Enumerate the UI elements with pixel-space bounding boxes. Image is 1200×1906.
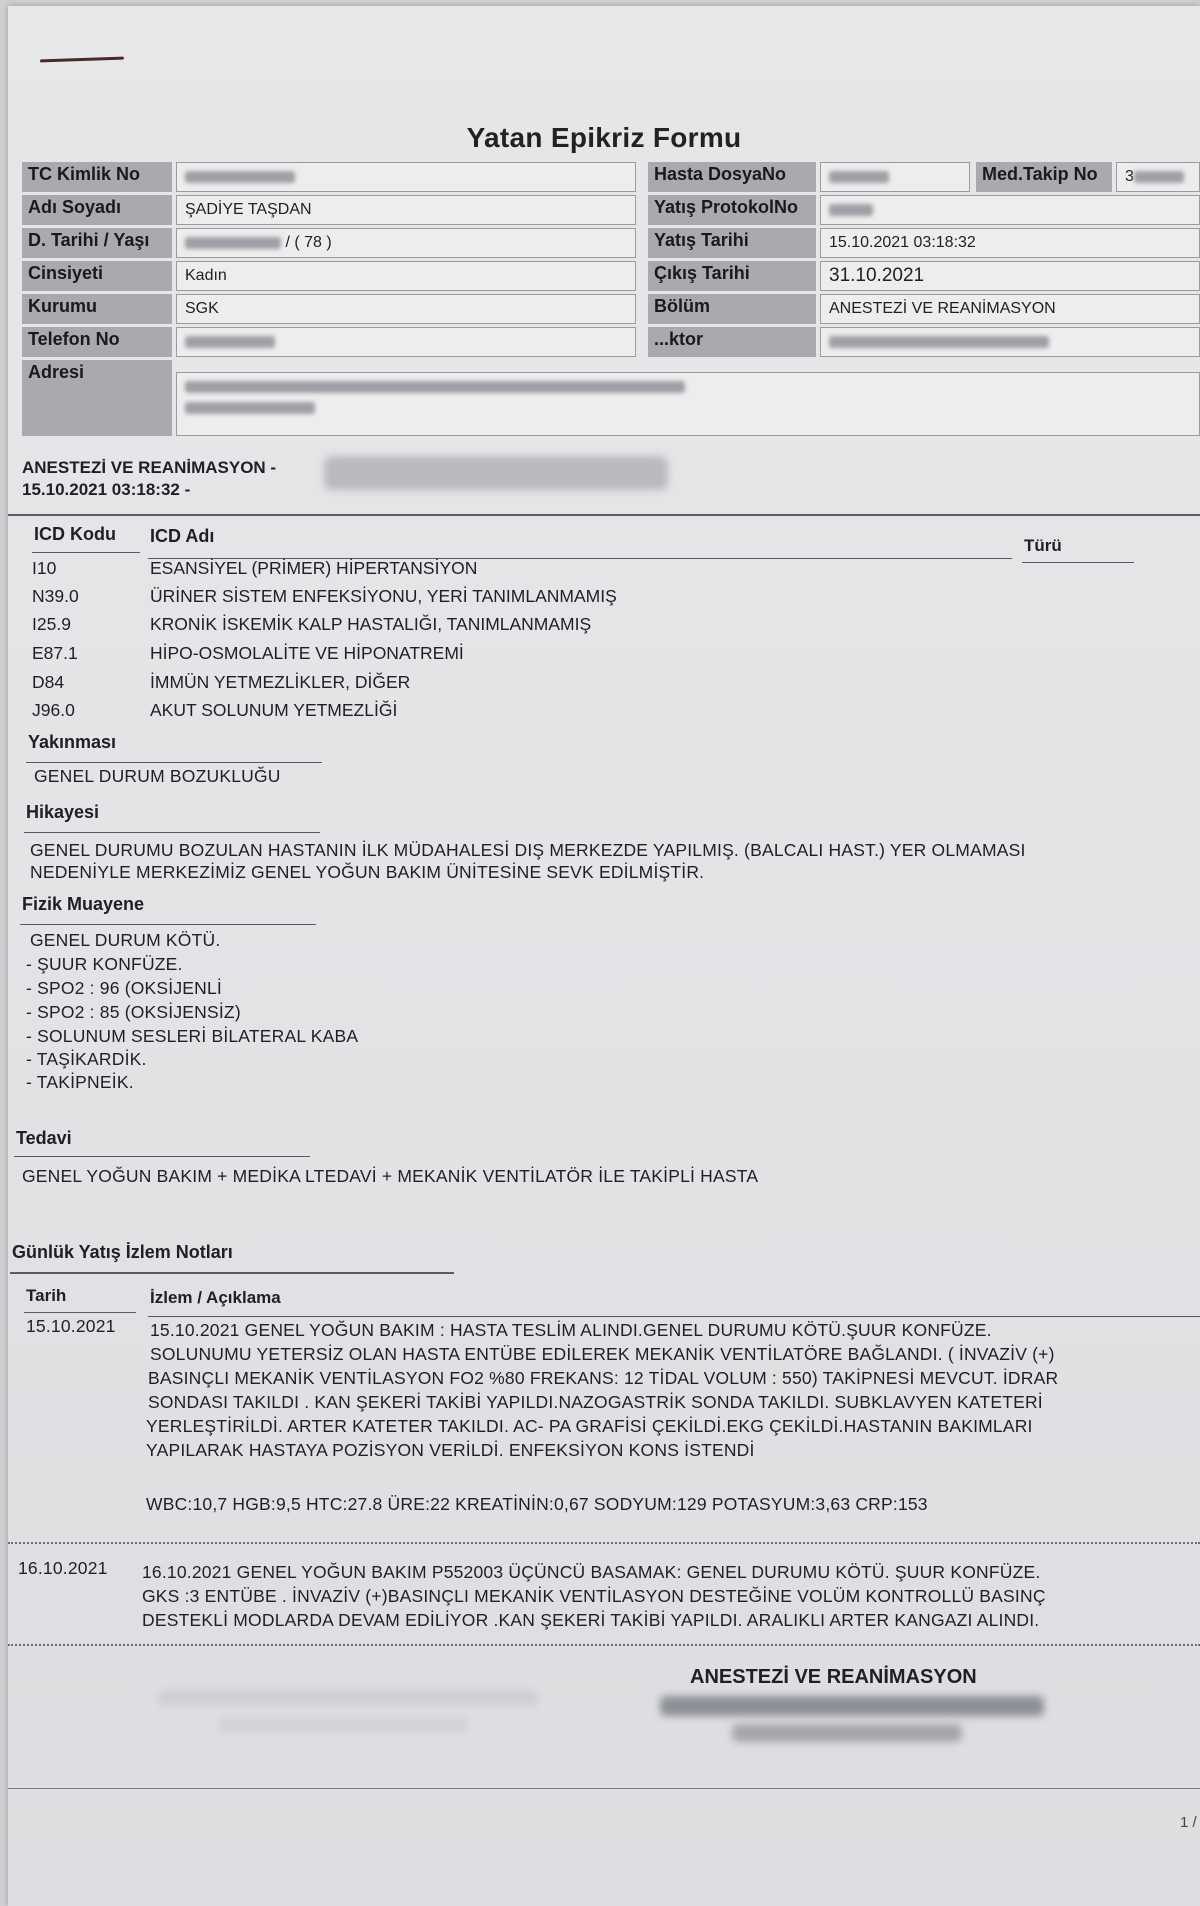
birth-value (176, 228, 636, 258)
gender-label: Cinsiyeti (22, 261, 172, 291)
divider (10, 1272, 454, 1274)
doctor-label: ...ktor (648, 327, 816, 357)
redacted-text (829, 171, 889, 183)
icd-name: AKUT SOLUNUM YETMEZLİĞİ (150, 700, 398, 720)
discharge-date-value: 31.10.2021 (820, 261, 1200, 291)
note-line: GKS :3 ENTÜBE . İNVAZİV (+)BASINÇLI MEKANİK VENTİLASYON DESTEĞİNE VOLÜM KONTROLLÜ BASINÇ (142, 1586, 1046, 1606)
note-line: YAPILARAK HASTAYA POZİSYON VERİLDİ. ENFEKSİYON KONS İSTENDİ (146, 1440, 755, 1460)
note-line: BASINÇLI MEKANİK VENTİLASYON FO2 %80 FREKANS: 12 TİDAL VOLUM : 550) TAKİPNESİ MEVCUT. İDRAR (148, 1368, 1059, 1388)
doctor-value (820, 327, 1200, 357)
admit-date-label: Yatış Tarihi (648, 228, 816, 258)
file-no-label: Hasta DosyaNo (648, 162, 816, 192)
note-date: 15.10.2021 (26, 1316, 116, 1336)
note-line: DESTEKLİ MODLARDA DEVAM EDİLİYOR .KAN ŞEKERİ TAKİBİ YAPILDI. ARALIKLI ARTER KANGAZI ALINDI. (142, 1610, 1040, 1630)
icd-name: ESANSİYEL (PRİMER) HİPERTANSİYON (150, 558, 478, 578)
exam-line: - ŞUUR KONFÜZE. (26, 954, 183, 974)
divider (14, 1156, 310, 1157)
department-label: Bölüm (648, 294, 816, 324)
redacted-text (1134, 171, 1184, 183)
redacted-text (185, 381, 685, 393)
note-date: 16.10.2021 (18, 1558, 108, 1578)
divider (148, 1316, 1200, 1317)
redacted-text (185, 336, 275, 348)
icd-name-header: ICD Adı (150, 526, 215, 546)
faint-bleedthrough (158, 1690, 538, 1706)
name-value: ŞADİYE TAŞDAN (176, 195, 636, 225)
icd-code: N39.0 (32, 586, 79, 606)
note-line: 16.10.2021 GENEL YOĞUN BAKIM P552003 ÜÇÜNCÜ BASAMAK: GENEL DURUMU KÖTÜ. ŞUUR KONFÜZE. (142, 1562, 1041, 1582)
note-labs: WBC:10,7 HGB:9,5 HTC:27.8 ÜRE:22 KREATİNİN:0,67 SODYUM:129 POTASYUM:3,63 CRP:153 (146, 1494, 928, 1514)
icd-code: I25.9 (32, 614, 71, 634)
file-no-value (820, 162, 970, 192)
redacted-text (185, 237, 281, 249)
redacted-text (185, 171, 295, 183)
phone-label: Telefon No (22, 327, 172, 357)
exam-line: - TAŞİKARDİK. (26, 1049, 147, 1069)
department-value: ANESTEZİ VE REANİMASYON (820, 294, 1200, 324)
complaint-text: GENEL DURUM BOZUKLUĞU (34, 766, 281, 786)
divider (26, 762, 322, 763)
history-heading: Hikayesi (26, 802, 100, 822)
note-line: 15.10.2021 GENEL YOĞUN BAKIM : HASTA TESLİM ALINDI.GENEL DURUMU KÖTÜ.ŞUUR KONFÜZE. (150, 1320, 992, 1340)
redacted-block (324, 456, 668, 490)
med-no-value (1116, 162, 1200, 192)
faint-bleedthrough (218, 1718, 468, 1732)
signature-redacted (660, 1696, 1044, 1716)
divider (32, 552, 140, 553)
tc-label: TC Kimlik No (22, 162, 172, 192)
icd-name: ÜRİNER SİSTEM ENFEKSİYONU, YERİ TANIMLANMAMIŞ (150, 586, 617, 606)
divider (20, 924, 316, 925)
notes-date-header: Tarih (26, 1286, 67, 1305)
form-title: Yatan Epikriz Formu (466, 122, 742, 153)
address-label: Adresi (22, 360, 172, 436)
redacted-text (829, 336, 1049, 348)
icd-code: I10 (32, 558, 57, 578)
signature-redacted (732, 1724, 962, 1742)
department-date: 15.10.2021 03:18:32 - (22, 480, 191, 499)
tc-value (176, 162, 636, 192)
department-heading: ANESTEZİ VE REANİMASYON - (22, 458, 277, 477)
dotted-divider (8, 1542, 1200, 1544)
note-line: YERLEŞTİRİLDİ. ARTER KATETER TAKILDI. AC- PA GRAFİSİ ÇEKİLDİ.EKG ÇEKİLDİ.HASTANIN BAKIMLARI (146, 1416, 1033, 1436)
institution-value: SGK (176, 294, 636, 324)
admit-date-value: 15.10.2021 03:18:32 (820, 228, 1200, 258)
icd-name: HİPO-OSMOLALİTE VE HİPONATREMİ (150, 643, 464, 663)
complaint-heading: Yakınması (28, 732, 117, 752)
daily-notes-heading: Günlük Yatış İzlem Notları (12, 1242, 233, 1262)
exam-line: GENEL DURUM KÖTÜ. (30, 930, 221, 950)
history-line: NEDENİYLE MERKEZİMİZ GENEL YOĞUN BAKIM ÜNİTESİNE SEVK EDİLMİŞTİR. (30, 862, 705, 882)
med-no-label: Med.Takip No (976, 162, 1112, 192)
pen-mark (40, 57, 124, 63)
icd-name: KRONİK İSKEMİK KALP HASTALIĞI, TANIMLANMAMIŞ (150, 614, 592, 634)
gender-value: Kadın (176, 261, 636, 291)
patient-header-table (22, 162, 1200, 438)
divider (1022, 562, 1134, 563)
icd-code: J96.0 (32, 700, 75, 720)
name-label: Adı Soyadı (22, 195, 172, 225)
icd-name: İMMÜN YETMEZLİKLER, DİĞER (150, 672, 411, 692)
note-line: SONDASI TAKILDI . KAN ŞEKERİ TAKİBİ YAPILDI.NAZOGASTRİK SONDA TAKILDI. SUBKLAVYEN KATETERİ (148, 1392, 1043, 1412)
exam-heading: Fizik Muayene (22, 894, 145, 914)
address-value (176, 372, 1200, 436)
exam-line: - SOLUNUM SESLERİ BİLATERAL KABA (26, 1026, 359, 1046)
redacted-text (829, 204, 873, 216)
treatment-heading: Tedavi (16, 1128, 72, 1148)
signature-department: ANESTEZİ VE REANİMASYON (690, 1666, 977, 1688)
dotted-divider (8, 1644, 1200, 1646)
institution-label: Kurumu (22, 294, 172, 324)
icd-code-header: ICD Kodu (34, 524, 116, 544)
exam-line: - SPO2 : 85 (OKSİJENSİZ) (26, 1002, 241, 1022)
footer-divider (8, 1788, 1200, 1789)
icd-code: E87.1 (32, 643, 78, 663)
exam-line: - TAKİPNEİK. (26, 1072, 134, 1092)
phone-value (176, 327, 636, 357)
protocol-value (820, 195, 1200, 225)
protocol-label: Yatış ProtokolNo (648, 195, 816, 225)
document-page (8, 6, 1200, 1906)
page-number: 1 / (1180, 1814, 1197, 1831)
icd-code: D84 (32, 672, 65, 692)
exam-line: - SPO2 : 96 (OKSİJENLİ (26, 978, 222, 998)
discharge-date-label: Çıkış Tarihi (648, 261, 816, 291)
history-line: GENEL DURUMU BOZULAN HASTANIN İLK MÜDAHALESİ DIŞ MERKEZDE YAPILMIŞ. (BALCALI HAST.) YER OLMAMASI (30, 840, 1026, 860)
divider (8, 514, 1200, 516)
birth-age: / ( 78 ) (285, 234, 332, 251)
birth-label: D. Tarihi / Yaşı (22, 228, 172, 258)
note-line: SOLUNUMU YETERSİZ OLAN HASTA ENTÜBE EDİLEREK MEKANİK VENTİLATÖRE BAĞLANDI. ( İNVAZİV (+) (150, 1344, 1055, 1364)
divider (24, 832, 320, 833)
icd-type-header: Türü (1024, 536, 1062, 555)
treatment-text: GENEL YOĞUN BAKIM + MEDİKA LTEDAVİ + MEKANİK VENTİLATÖR İLE TAKİPLİ HASTA (22, 1166, 759, 1186)
redacted-text (185, 402, 315, 414)
divider (24, 1312, 136, 1313)
notes-text-header: İzlem / Açıklama (150, 1288, 281, 1307)
med-no-prefix: 3 (1125, 168, 1134, 185)
